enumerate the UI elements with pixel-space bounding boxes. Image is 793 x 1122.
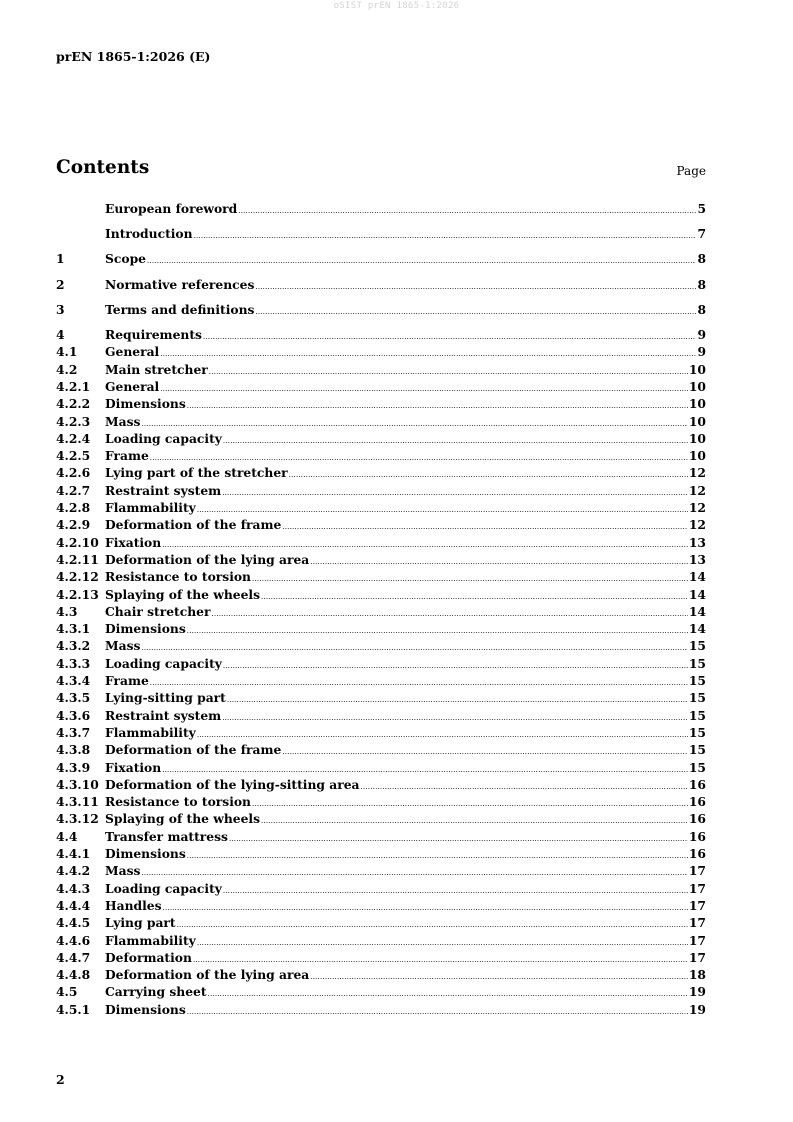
toc-entry[interactable] xyxy=(56,200,706,217)
toc-dot-leader xyxy=(147,253,696,270)
toc-entry-number: 4.3.11 xyxy=(56,794,99,810)
toc-entry-title: Flammability xyxy=(105,932,196,948)
toc-entry-number: 4.2.5 xyxy=(56,448,91,464)
toc-entry-number: 4.3.2 xyxy=(56,638,91,654)
toc-entry[interactable] xyxy=(56,914,706,931)
toc-entry-title: Dimensions xyxy=(105,396,186,412)
toc-entry[interactable] xyxy=(56,983,706,1000)
toc-entry[interactable] xyxy=(56,395,706,412)
toc-entry[interactable] xyxy=(56,707,706,724)
toc-entry[interactable] xyxy=(56,568,706,585)
toc-entry-title: Deformation of the lying area xyxy=(105,551,310,567)
toc-entry-number: 4.3.10 xyxy=(56,776,99,792)
toc-entry-title: Loading capacity xyxy=(105,430,222,446)
toc-entry-title: Deformation xyxy=(105,949,192,965)
toc-entry-number: 4.2.11 xyxy=(56,551,99,567)
toc-entry-title: Resistance to torsion xyxy=(105,794,252,810)
toc-entry-number: 4.3.8 xyxy=(56,742,91,758)
document-id: prEN 1865-1:2026 (E) xyxy=(56,49,211,64)
toc-entry-title: Terms and definitions xyxy=(105,301,255,317)
toc-entry-number: 4.3.12 xyxy=(56,811,99,827)
toc-entry-page: 15 xyxy=(688,742,706,758)
toc-entry-number: 4.4.7 xyxy=(56,949,91,965)
toc-entry-page: 10 xyxy=(688,430,706,446)
toc-entry[interactable] xyxy=(56,534,706,551)
toc-entry-page: 8 xyxy=(697,301,706,317)
toc-entry[interactable] xyxy=(56,845,706,862)
toc-entry-page: 16 xyxy=(688,811,706,827)
toc-entry-number: 4.4.6 xyxy=(56,932,91,948)
toc-entry-title: Transfer mattress xyxy=(105,828,228,844)
toc-entry-page: 5 xyxy=(697,201,706,216)
toc-entry-page: 10 xyxy=(688,378,706,394)
toc-entry[interactable] xyxy=(56,793,706,810)
toc-entry-title: Deformation of the lying-sitting area xyxy=(105,776,360,792)
toc-entry-title: Dimensions xyxy=(105,846,186,861)
toc-entry-title: Carrying sheet xyxy=(105,984,207,1000)
toc-entry[interactable] xyxy=(56,776,706,793)
toc-entry-title: European foreword xyxy=(105,201,238,216)
toc-entry-page: 16 xyxy=(688,776,706,792)
toc-entry-page: 19 xyxy=(688,984,706,1000)
toc-entry-number: 4.4.8 xyxy=(56,967,91,983)
toc-entry-number: 4.2 xyxy=(56,361,78,377)
toc-entry-number: 4.2.9 xyxy=(56,517,91,533)
toc-entry-page: 10 xyxy=(688,396,706,412)
toc-entry-page: 9 xyxy=(697,344,706,360)
toc-entry-page: 18 xyxy=(688,967,706,983)
toc-entry-number: 4.2.3 xyxy=(56,413,91,429)
toc-entry-number: 4.3.5 xyxy=(56,690,91,706)
toc-entry-page: 15 xyxy=(688,690,706,706)
toc-entry-number: 4.2.10 xyxy=(56,534,99,550)
toc-dot-leader xyxy=(238,203,696,220)
toc-entry-number: 4.1 xyxy=(56,344,78,360)
toc-entry[interactable] xyxy=(56,897,706,914)
toc-entry-number: 4.2.13 xyxy=(56,586,99,602)
toc-entry-number: 4.2.4 xyxy=(56,430,91,446)
toc-entry-page: 14 xyxy=(688,569,706,585)
toc-entry[interactable] xyxy=(56,655,706,672)
toc-dot-leader xyxy=(194,228,697,245)
toc-entry[interactable] xyxy=(56,741,706,758)
toc-entry-number: 1 xyxy=(56,251,65,267)
toc-entry-page: 16 xyxy=(688,846,706,861)
toc-entry-number: 4.2.7 xyxy=(56,482,91,498)
toc-entry-number: 4.3.3 xyxy=(56,655,91,671)
toc-entry-number: 3 xyxy=(56,301,65,317)
toc-entry-page: 14 xyxy=(688,603,706,619)
toc-entry[interactable] xyxy=(56,603,706,620)
toc-entry-title: Frame xyxy=(105,448,149,464)
toc-entry-number: 4.2.8 xyxy=(56,500,91,515)
toc-entry[interactable] xyxy=(56,482,706,499)
toc-entry-page: 16 xyxy=(688,828,706,844)
toc-entry-page: 9 xyxy=(697,327,706,342)
toc-entry-number: 4.3 xyxy=(56,603,78,619)
toc-entry-title: Scope xyxy=(105,251,146,267)
toc-entry-title: Deformation of the frame xyxy=(105,742,282,758)
toc-entry-page: 15 xyxy=(688,759,706,775)
toc-entry-title: Lying-sitting part xyxy=(105,690,226,706)
toc-entry[interactable] xyxy=(56,672,706,689)
toc-entry-page: 17 xyxy=(688,863,706,879)
toc-entry[interactable] xyxy=(56,810,706,827)
toc-entry[interactable] xyxy=(56,326,706,343)
toc-entry-page: 14 xyxy=(688,586,706,602)
toc-entry-title: Introduction xyxy=(105,226,193,242)
toc-entry-title: Fixation xyxy=(105,534,162,550)
toc-entry-page: 15 xyxy=(688,724,706,740)
toc-entry[interactable] xyxy=(56,250,706,267)
toc-entry[interactable] xyxy=(56,724,706,741)
toc-entry[interactable] xyxy=(56,413,706,430)
toc-entry-title: Mass xyxy=(105,413,141,429)
toc-entry[interactable] xyxy=(56,620,706,637)
toc-entry[interactable] xyxy=(56,378,706,395)
toc-entry-title: Frame xyxy=(105,673,149,688)
toc-entry[interactable] xyxy=(56,464,706,481)
toc-entry-page: 15 xyxy=(688,673,706,688)
toc-entry-title: Resistance to torsion xyxy=(105,569,252,585)
toc-entry-page: 15 xyxy=(688,707,706,723)
toc-entry-title: General xyxy=(105,344,160,360)
toc-entry-title: Dimensions xyxy=(105,621,186,637)
toc-entry-number: 4.4.5 xyxy=(56,915,91,931)
toc-entry-title: Flammability xyxy=(105,724,196,740)
toc-entry-page: 19 xyxy=(688,1001,706,1017)
toc-entry-page: 10 xyxy=(688,361,706,377)
toc-entry[interactable] xyxy=(56,430,706,447)
toc-entry[interactable] xyxy=(56,276,706,293)
toc-entry-number: 4.3.7 xyxy=(56,724,91,740)
toc-entry[interactable] xyxy=(56,301,706,318)
toc-entry[interactable] xyxy=(56,516,706,533)
toc-entry-title: Lying part xyxy=(105,915,176,931)
toc-dot-leader xyxy=(255,304,696,321)
toc-entry-title: Fixation xyxy=(105,759,162,775)
toc-entry-page: 8 xyxy=(697,251,706,267)
toc-entry-page: 13 xyxy=(688,534,706,550)
toc-entry-number: 4.2.1 xyxy=(56,378,91,394)
toc-entry-number: 4.3.4 xyxy=(56,673,91,688)
toc-entry[interactable] xyxy=(56,932,706,949)
toc-entry-page: 10 xyxy=(688,448,706,464)
toc-entry-title: Mass xyxy=(105,638,141,654)
toc-entry-title: Requirements xyxy=(105,327,202,342)
toc-entry-number: 4.4.3 xyxy=(56,880,91,896)
toc-entry-page: 17 xyxy=(688,880,706,896)
toc-entry-page: 7 xyxy=(697,226,706,242)
toc-entry-number: 4 xyxy=(56,327,65,342)
toc-entry-page: 12 xyxy=(688,500,706,515)
toc-entry-title: Splaying of the wheels xyxy=(105,811,261,827)
toc-entry[interactable] xyxy=(56,949,706,966)
toc-entry-page: 12 xyxy=(688,465,706,481)
toc-entry-title: Normative references xyxy=(105,276,255,292)
toc-entry-number: 4.2.6 xyxy=(56,465,91,481)
toc-entry-page: 10 xyxy=(688,413,706,429)
toc-entry-title: Restraint system xyxy=(105,482,222,498)
toc-entry-page: 17 xyxy=(688,932,706,948)
toc-entry-number: 4.2.2 xyxy=(56,396,91,412)
toc-entry-number: 4.5 xyxy=(56,984,78,1000)
toc-entry[interactable] xyxy=(56,966,706,983)
toc-entry-page: 13 xyxy=(688,551,706,567)
toc-entry-page: 12 xyxy=(688,482,706,498)
toc-entry-page: 14 xyxy=(688,621,706,637)
toc-entry[interactable] xyxy=(56,586,706,603)
toc-entry-number: 4.4 xyxy=(56,828,78,844)
page-number: 2 xyxy=(56,1072,65,1087)
toc-entry[interactable] xyxy=(56,361,706,378)
toc-entry[interactable] xyxy=(56,828,706,845)
toc-entry-title: Handles xyxy=(105,897,162,913)
toc-entry-number: 4.3.6 xyxy=(56,707,91,723)
toc-entry-number: 4.3.9 xyxy=(56,759,91,775)
toc-entry-title: Main stretcher xyxy=(105,361,208,377)
toc-entry-page: 8 xyxy=(697,276,706,292)
toc-entry-page: 15 xyxy=(688,655,706,671)
toc-dot-leader xyxy=(255,279,696,296)
toc-dot-leader xyxy=(187,1004,688,1021)
toc-entry-title: Splaying of the wheels xyxy=(105,586,261,602)
watermark-text: oSIST prEN 1865-1:2026 xyxy=(333,1,460,11)
toc-entry-number: 4.5.1 xyxy=(56,1001,91,1017)
toc-entry-number: 2 xyxy=(56,276,65,292)
toc-entry-page: 15 xyxy=(688,638,706,654)
toc-entry-page: 17 xyxy=(688,949,706,965)
toc-entry-number: 4.4.2 xyxy=(56,863,91,879)
toc-entry-title: Deformation of the frame xyxy=(105,517,282,533)
toc-entry-title: Chair stretcher xyxy=(105,603,211,619)
toc-entry[interactable] xyxy=(56,759,706,776)
toc-entry[interactable] xyxy=(56,499,706,516)
toc-entry[interactable] xyxy=(56,689,706,706)
toc-entry-number: 4.2.12 xyxy=(56,569,99,585)
toc-entry[interactable] xyxy=(56,1001,706,1018)
toc-entry-number: 4.4.1 xyxy=(56,846,91,861)
toc-entry-title: Restraint system xyxy=(105,707,222,723)
toc-entry[interactable] xyxy=(56,551,706,568)
toc-entry-title: Loading capacity xyxy=(105,655,222,671)
toc-entry-title: General xyxy=(105,378,160,394)
toc-entry-title: Lying part of the stretcher xyxy=(105,465,288,481)
contents-heading: Contents xyxy=(56,157,150,178)
toc-entry-title: Loading capacity xyxy=(105,880,222,896)
toc-entry-number: 4.3.1 xyxy=(56,621,91,637)
toc-entry-page: 12 xyxy=(688,517,706,533)
toc-entry[interactable] xyxy=(56,447,706,464)
toc-entry[interactable] xyxy=(56,343,706,360)
toc-entry[interactable] xyxy=(56,637,706,654)
toc-entry-number: 4.4.4 xyxy=(56,897,91,913)
toc-entry-page: 17 xyxy=(688,897,706,913)
toc-entry-title: Dimensions xyxy=(105,1001,186,1017)
toc-entry[interactable] xyxy=(56,225,706,242)
toc-entry-title: Deformation of the lying area xyxy=(105,967,310,983)
toc-entry-page: 17 xyxy=(688,915,706,931)
toc-entry-title: Mass xyxy=(105,863,141,879)
toc-entry[interactable] xyxy=(56,862,706,879)
page-column-label: Page xyxy=(676,164,706,178)
toc-entry[interactable] xyxy=(56,880,706,897)
toc-entry-title: Flammability xyxy=(105,500,196,515)
toc-entry-page: 16 xyxy=(688,794,706,810)
